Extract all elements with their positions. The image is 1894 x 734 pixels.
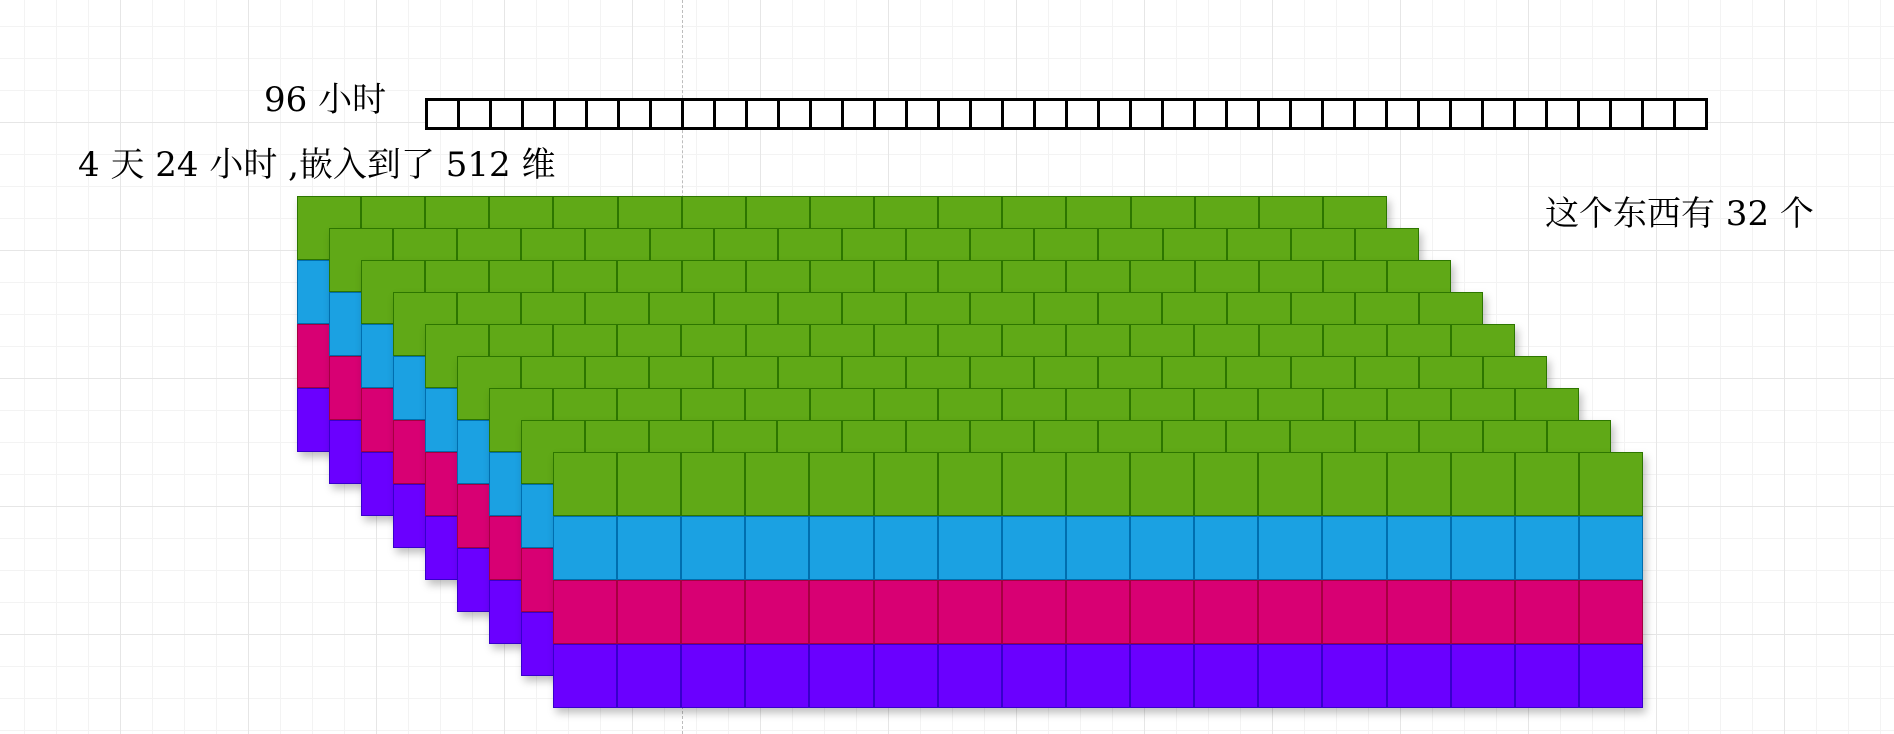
stack-cell-row-3 (553, 580, 617, 644)
stack-cell-row-4 (938, 644, 1002, 708)
stack-cell-row-4 (1130, 644, 1194, 708)
stack-cell-row-1 (1194, 452, 1258, 516)
stack-cell-row-4 (553, 644, 617, 708)
stack-cell-row-1 (1451, 452, 1515, 516)
stack-cell-row-2 (1579, 516, 1643, 580)
hours-label: 96 小时 (264, 80, 387, 120)
stack-cell-row-1 (874, 452, 938, 516)
stack-cell-row-1 (1258, 452, 1322, 516)
time-step-box (1676, 101, 1708, 127)
stack-cell-row-1 (809, 452, 873, 516)
embedding-label: 4 天 24 小时 ,嵌入到了 512 维 (78, 145, 556, 185)
time-step-box (812, 101, 844, 127)
stack-cell-row-2 (553, 516, 617, 580)
time-step-box (492, 101, 524, 127)
stack-cell-row-3 (1387, 580, 1451, 644)
stack-cell-row-4 (1066, 644, 1130, 708)
time-step-box (1004, 101, 1036, 127)
stack-cell-row-3 (1066, 580, 1130, 644)
stack-cell-row-4 (874, 644, 938, 708)
time-step-box (844, 101, 876, 127)
stack-cell-row-1 (1130, 452, 1194, 516)
stack-cell-row-1 (681, 452, 745, 516)
stack-cell-row-2 (938, 516, 1002, 580)
time-step-box (1228, 101, 1260, 127)
stack-cell-row-2 (809, 516, 873, 580)
time-step-box (1388, 101, 1420, 127)
stack-cell-row-1 (553, 452, 617, 516)
time-step-box (972, 101, 1004, 127)
time-step-box (524, 101, 556, 127)
stack-cell-row-2 (1515, 516, 1579, 580)
time-step-box (1036, 101, 1068, 127)
time-step-box (1612, 101, 1644, 127)
stack-cell-row-3 (1515, 580, 1579, 644)
time-step-box (1484, 101, 1516, 127)
time-step-box (1580, 101, 1612, 127)
stack-cell-row-4 (617, 644, 681, 708)
stack-cell-row-3 (1258, 580, 1322, 644)
stack-cell-row-4 (1194, 644, 1258, 708)
stack-cell-row-1 (1515, 452, 1579, 516)
stack-cell-row-4 (1258, 644, 1322, 708)
stack-cell-row-1 (1002, 452, 1066, 516)
stack-cell-row-2 (1130, 516, 1194, 580)
stack-cell-row-2 (874, 516, 938, 580)
stack-cell-row-3 (1130, 580, 1194, 644)
time-series-bar (425, 98, 1708, 130)
stack-cell-row-2 (617, 516, 681, 580)
stack-cell-row-1 (1066, 452, 1130, 516)
time-step-box (1452, 101, 1484, 127)
stack-cell-row-3 (681, 580, 745, 644)
stack-cell-row-1 (1579, 452, 1643, 516)
time-step-box (1292, 101, 1324, 127)
stack-cell-row-1 (1322, 452, 1386, 516)
stack-cell-row-1 (617, 452, 681, 516)
time-step-box (1356, 101, 1388, 127)
time-step-box (1132, 101, 1164, 127)
time-step-box (1516, 101, 1548, 127)
time-step-box (684, 101, 716, 127)
time-step-box (1068, 101, 1100, 127)
time-step-box (716, 101, 748, 127)
time-step-box (940, 101, 972, 127)
time-step-box (876, 101, 908, 127)
time-step-box (1196, 101, 1228, 127)
time-step-box (1164, 101, 1196, 127)
stack-cell-row-4 (1515, 644, 1579, 708)
stack-cell-row-4 (1322, 644, 1386, 708)
time-step-box (588, 101, 620, 127)
time-step-box (556, 101, 588, 127)
time-step-box (748, 101, 780, 127)
stack-cell-row-2 (745, 516, 809, 580)
stack-cell-row-1 (1387, 452, 1451, 516)
time-step-box (780, 101, 812, 127)
time-step-box (460, 101, 492, 127)
time-step-box (1548, 101, 1580, 127)
stack-cell-row-3 (1002, 580, 1066, 644)
time-step-box (1260, 101, 1292, 127)
stack-cell-row-3 (874, 580, 938, 644)
count-label: 这个东西有 32 个 (1545, 194, 1814, 234)
stack-cell-row-3 (809, 580, 873, 644)
stack-cell-row-3 (1322, 580, 1386, 644)
stack-cell-row-2 (1387, 516, 1451, 580)
stack-cell-row-3 (1194, 580, 1258, 644)
stack-cell-row-3 (1451, 580, 1515, 644)
stack-cell-row-1 (938, 452, 1002, 516)
stack-cell-row-4 (809, 644, 873, 708)
stack-cell-row-3 (617, 580, 681, 644)
stack-layer (553, 452, 1643, 708)
time-step-box (1100, 101, 1132, 127)
time-step-box (428, 101, 460, 127)
stack-cell-row-4 (1579, 644, 1643, 708)
stack-cell-row-3 (745, 580, 809, 644)
stack-cell-row-4 (1002, 644, 1066, 708)
time-step-box (1324, 101, 1356, 127)
stack-cell-row-2 (1194, 516, 1258, 580)
stack-cell-row-2 (1002, 516, 1066, 580)
time-step-box (652, 101, 684, 127)
stack-cell-row-2 (1451, 516, 1515, 580)
time-step-box (1420, 101, 1452, 127)
stack-cell-row-4 (681, 644, 745, 708)
stack-cell-row-1 (745, 452, 809, 516)
time-step-box (620, 101, 652, 127)
stack-cell-row-2 (1066, 516, 1130, 580)
stack-cell-row-4 (1451, 644, 1515, 708)
stack-cell-row-2 (681, 516, 745, 580)
stack-cell-row-3 (938, 580, 1002, 644)
stack-cell-row-2 (1258, 516, 1322, 580)
stack-cell-row-4 (745, 644, 809, 708)
stack-cell-row-3 (1579, 580, 1643, 644)
time-step-box (1644, 101, 1676, 127)
time-step-box (908, 101, 940, 127)
stack-cell-row-2 (1322, 516, 1386, 580)
stack-cell-row-4 (1387, 644, 1451, 708)
